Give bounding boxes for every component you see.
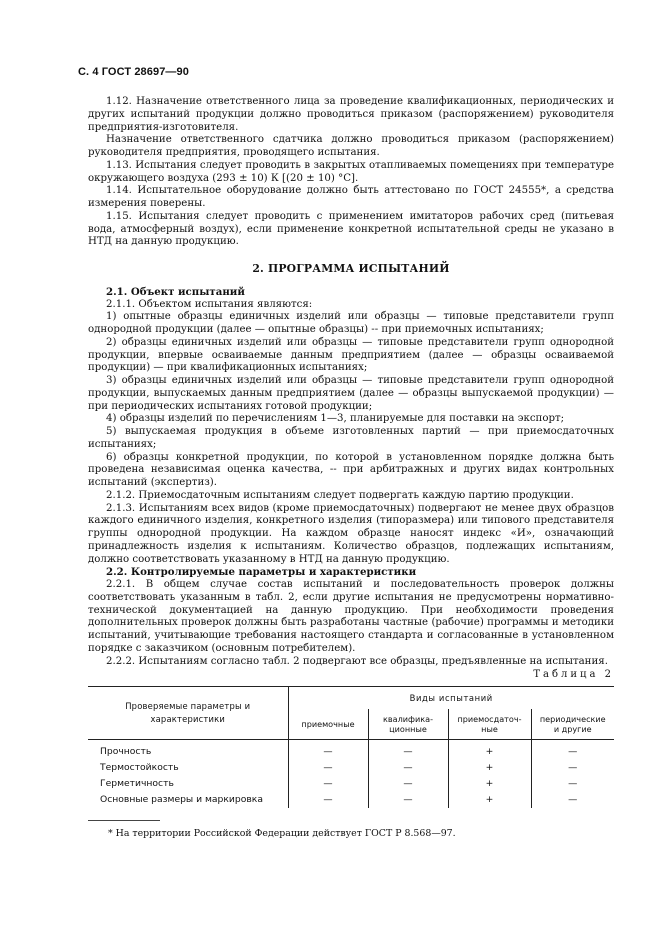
table-cell: — (368, 792, 448, 808)
table-row (88, 740, 614, 761)
row-label: Основные размеры и маркировка (100, 793, 263, 805)
table-cell: — (368, 740, 448, 761)
paragraph-1-12-b: Назначение ответственного сдатчика должно проводиться приказом (распоряжением) руководителя предприятия, проводящего испытания. (88, 134, 614, 158)
table-cell: — (531, 740, 614, 761)
list-item-5: 5) выпускаемая продукция в объеме изготовленных партий — при приемосдаточных испытаниях; (88, 426, 614, 450)
table-row (88, 760, 614, 776)
table-cell: — (288, 740, 368, 761)
paragraph-1-13: 1.13. Испытания следует проводить в закрытых отапливаемых помещениях при температуре окружающего воздуха (293 ± 10) К [(20 ± 10) °С]. (88, 159, 614, 184)
footnote: * На территории Российской Федерации действует ГОСТ Р 8.568—97. (108, 828, 456, 839)
table-cell: — (288, 776, 368, 792)
section-title: 2. ПРОГРАММА ИСПЫТАНИЙ (252, 262, 450, 275)
paragraph-1-14: 1.14. Испытательное оборудование должно быть аттестовано по ГОСТ 24555*, а средства измерения поверены. (88, 185, 614, 209)
table-cell: + (448, 792, 531, 808)
row-label: Прочность (100, 745, 152, 757)
subsection-heading-2-1: 2.1. Объект испытаний (106, 285, 245, 298)
table-cell: — (531, 760, 614, 776)
table-cell: — (288, 792, 368, 808)
table-cell: — (288, 760, 368, 776)
column-header-acceptance: приемочные (288, 709, 368, 740)
list-item-1: 1) опытные образцы единичных изделий или образцы — типовые представители групп однородной продукции (далее — опытные образцы) -- при приемочных испытаниях; (88, 311, 614, 335)
row-label: Герметичность (100, 777, 174, 789)
document-body (88, 96, 614, 808)
table-cell: — (368, 760, 448, 776)
paragraph-1-15: 1.15. Испытания следует проводить с применением имитаторов рабочих сред (питьевая вода, атмосферный воздух), если применение конкретной испытательной среды не указано в НТД на данную продукцию. (88, 210, 614, 248)
table-row (88, 776, 614, 792)
paragraph-2-1-1: 2.1.1. Объектом испытания являются: (106, 298, 313, 310)
table-cell: — (531, 792, 614, 808)
row-label: Термостойкость (100, 761, 179, 773)
paragraph-2-1-3: 2.1.3. Испытаниям всех видов (кроме приемосдаточных) подвергают не менее двух образцов каждого единичного изделия, конкретного изделия (типоразмера) или типового представителя группы однородной продукции. На каждом образце наносят индекс «И», означающий принадлежность изделия к испытаниям. Количество образцов, подлежащих испытаниям, должно соответствовать указанному в НТД на данную продукцию. (88, 502, 614, 565)
paragraph-2-1-2: 2.1.2. Приемосдаточным испытаниям следует подвергать каждую партию продукции. (106, 489, 574, 501)
param-column-header: Проверяемые параметры и характеристики (88, 687, 288, 740)
paragraph-2-2-2: 2.2.2. Испытаниям согласно табл. 2 подвергают все образцы, предъявленные на испытания. (106, 655, 608, 667)
list-item-2: 2) образцы единичных изделий или образцы — типовые представители групп однородной продукции, впервые осваиваемые данным предприятием (далее — образцы осваиваемой продукции) — при квалификационных испытаниях; (88, 336, 614, 374)
test-kinds-header: Виды испытаний (288, 687, 614, 710)
subsection-heading-2-2: 2.2. Контролируемые параметры и характеристики (106, 566, 417, 579)
paragraph-1-12: 1.12. Назначение ответственного лица за проведение квалификационных, периодических и других испытаний продукции должно проводиться приказом (распоряжением) руководителя предприятия-изготовителя. (88, 96, 614, 133)
table-cell: — (368, 776, 448, 792)
list-item-3: 3) образцы единичных изделий или образцы — типовые представители групп однородной продукции, выпускаемых данным предприятием (далее — образцы выпускаемой продукции) — при периодических испытаниях готовой продукции; (88, 375, 614, 412)
column-header-periodic: периодические и другие (531, 709, 614, 740)
page-header: С. 4 ГОСТ 28697—90 (78, 66, 189, 78)
list-item-4: 4) образцы изделий по перечислениям 1—3, планируемые для поставки на экспорт; (106, 413, 565, 425)
table-cell: — (531, 776, 614, 792)
parameters-table (88, 686, 614, 808)
table-cell: + (448, 740, 531, 761)
paragraph-2-2-1: 2.2.1. В общем случае состав испытаний и последовательность проверок должны соответствовать указанным в табл. 2, если другие испытания не предусмотрены нормативно-технической документацией на данную продукцию. При необходимости проведения дополнительных проверок должны быть разработаны частные (рабочие) программы и методики испытаний, учитывающие требования настоящего стандарта и согласованные в установленном порядке с заказчиком (основным потребителем). (88, 579, 614, 654)
table-caption: Таблица 2 (533, 669, 614, 681)
table-cell: + (448, 776, 531, 792)
list-item-6: 6) образцы конкретной продукции, по которой в установленном порядке должна быть проведена независимая оценка качества, -- при арбитражных и других видах контрольных испытаний (экспертиз). (88, 451, 614, 488)
column-header-qualification: квалифика- ционные (368, 709, 448, 740)
footnote-divider (88, 820, 160, 821)
table-cell: + (448, 760, 531, 776)
column-header-delivery: приемосдаточ- ные (448, 709, 531, 740)
table-row (88, 792, 614, 808)
